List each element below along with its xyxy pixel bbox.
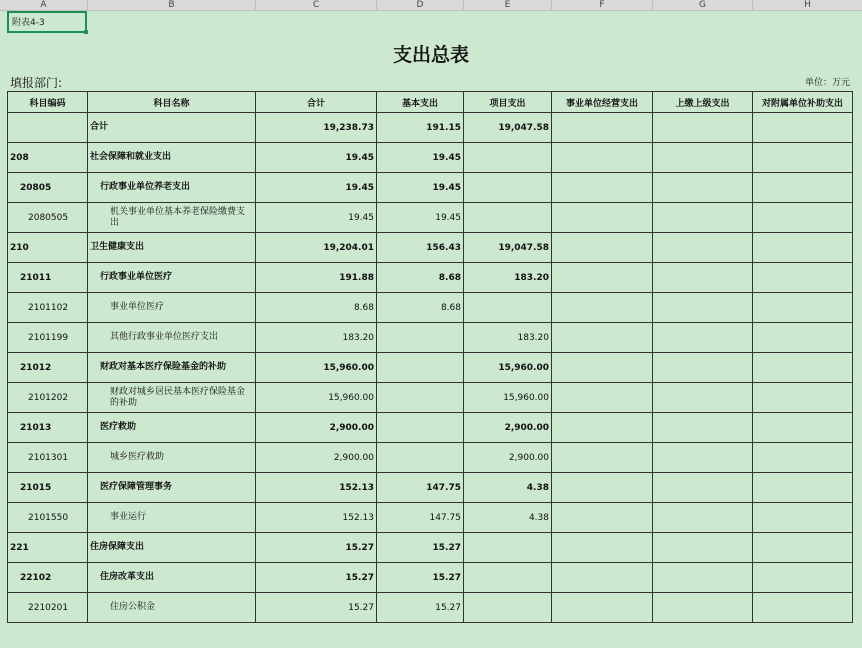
cell-remit[interactable] [653, 383, 753, 413]
cell-name[interactable]: 住房保障支出 [88, 533, 256, 563]
department-label: 填报部门: [10, 76, 63, 90]
cell-subsidy[interactable] [753, 503, 853, 533]
cell-subsidy[interactable] [753, 533, 853, 563]
column-header-e[interactable]: E [464, 0, 552, 10]
table-row [8, 353, 853, 383]
cell-code[interactable]: 2101550 [8, 503, 88, 533]
cell-total[interactable]: 15.27 [256, 563, 377, 593]
column-header-h[interactable]: H [804, 0, 811, 10]
column-header-c[interactable]: C [256, 0, 377, 10]
cell-name[interactable]: 医疗保障管理事务 [88, 473, 256, 503]
cell-code[interactable]: 21012 [8, 353, 88, 383]
cell-project[interactable] [464, 593, 552, 623]
cell-remit[interactable] [653, 413, 753, 443]
cell-project[interactable]: 2,900.00 [464, 443, 552, 473]
cell-business[interactable] [552, 353, 653, 383]
cell-business[interactable] [552, 263, 653, 293]
cell-basic[interactable]: 19.45 [377, 143, 464, 173]
cell-name[interactable]: 住房公积金 [88, 593, 256, 623]
table-row [8, 383, 853, 413]
cell-name[interactable]: 事业单位医疗 [88, 293, 256, 323]
cell-project[interactable] [464, 173, 552, 203]
cell-remit[interactable] [653, 593, 753, 623]
cell-code[interactable] [8, 113, 88, 143]
cell-remit[interactable] [653, 293, 753, 323]
cell-basic[interactable] [377, 443, 464, 473]
cell-basic[interactable]: 147.75 [377, 503, 464, 533]
cell-subsidy[interactable] [753, 263, 853, 293]
cell-remit[interactable] [653, 473, 753, 503]
cell-basic[interactable]: 8.68 [377, 293, 464, 323]
cell-business[interactable] [552, 413, 653, 443]
header-business[interactable]: 事业单位经营支出 [552, 92, 653, 113]
column-header-a[interactable]: A [0, 0, 88, 10]
cell-basic[interactable]: 19.45 [377, 203, 464, 233]
cell-basic[interactable] [377, 413, 464, 443]
cell-basic[interactable]: 8.68 [377, 263, 464, 293]
cell-total[interactable]: 15.27 [256, 533, 377, 563]
cell-subsidy[interactable] [753, 413, 853, 443]
cell-project[interactable]: 183.20 [464, 323, 552, 353]
expenditure-table [7, 91, 853, 623]
cell-name[interactable]: 行政事业单位养老支出 [88, 173, 256, 203]
cell-name[interactable]: 住房改革支出 [88, 563, 256, 593]
cell-basic[interactable] [377, 353, 464, 383]
cell-total[interactable]: 183.20 [256, 323, 377, 353]
column-header-d[interactable]: D [377, 0, 464, 10]
cell-business[interactable] [552, 233, 653, 263]
cell-business[interactable] [552, 173, 653, 203]
cell-subsidy[interactable] [753, 113, 853, 143]
cell-code[interactable]: 21013 [8, 413, 88, 443]
table-row [8, 233, 853, 263]
cell-name[interactable]: 卫生健康支出 [88, 233, 256, 263]
table-row [8, 533, 853, 563]
cell-project[interactable]: 4.38 [464, 473, 552, 503]
table-row [8, 173, 853, 203]
cell-business[interactable] [552, 203, 653, 233]
table-row [8, 263, 853, 293]
cell-business[interactable] [552, 503, 653, 533]
cell-business[interactable] [552, 113, 653, 143]
cell-business[interactable] [552, 323, 653, 353]
cell-business[interactable] [552, 383, 653, 413]
cell-subsidy[interactable] [753, 323, 853, 353]
cell-total[interactable]: 8.68 [256, 293, 377, 323]
cell-name[interactable]: 合计 [88, 113, 256, 143]
cell-name[interactable]: 其他行政事业单位医疗支出 [88, 323, 256, 353]
cell-code[interactable]: 21011 [8, 263, 88, 293]
fill-handle[interactable] [84, 30, 88, 34]
table-row [8, 503, 853, 533]
cell-remit[interactable] [653, 353, 753, 383]
cell-basic[interactable]: 15.27 [377, 563, 464, 593]
cell-project[interactable]: 19,047.58 [464, 233, 552, 263]
cell-business[interactable] [552, 443, 653, 473]
cell-total[interactable]: 19,204.01 [256, 233, 377, 263]
cell-total[interactable]: 191.88 [256, 263, 377, 293]
cell-project[interactable]: 2,900.00 [464, 413, 552, 443]
cell-business[interactable] [552, 293, 653, 323]
cell-remit[interactable] [653, 113, 753, 143]
header-project[interactable]: 项目支出 [464, 92, 552, 113]
cell-subsidy[interactable] [753, 233, 853, 263]
cell-subsidy[interactable] [753, 563, 853, 593]
cell-basic[interactable]: 147.75 [377, 473, 464, 503]
table-row [8, 563, 853, 593]
cell-basic[interactable] [377, 323, 464, 353]
cell-name[interactable]: 社会保障和就业支出 [88, 143, 256, 173]
cell-project[interactable] [464, 293, 552, 323]
cell-subsidy[interactable] [753, 383, 853, 413]
cell-name[interactable]: 行政事业单位医疗 [88, 263, 256, 293]
cell-project[interactable]: 4.38 [464, 503, 552, 533]
cell-project[interactable] [464, 563, 552, 593]
table-header-row [8, 92, 853, 113]
table-row [8, 413, 853, 443]
cell-code[interactable]: 21015 [8, 473, 88, 503]
cell-project[interactable]: 183.20 [464, 263, 552, 293]
cell-code[interactable]: 221 [8, 533, 88, 563]
cell-basic[interactable]: 191.15 [377, 113, 464, 143]
column-header-f[interactable]: F [552, 0, 653, 10]
table-row [8, 113, 853, 143]
cell-code[interactable]: 2101202 [8, 383, 88, 413]
cell-remit[interactable] [653, 503, 753, 533]
table-row [8, 473, 853, 503]
table-row [8, 593, 853, 623]
column-header-b[interactable]: B [88, 0, 256, 10]
cell-remit[interactable] [653, 233, 753, 263]
cell-name[interactable]: 城乡医疗救助 [88, 443, 256, 473]
cell-project[interactable] [464, 143, 552, 173]
cell-total[interactable]: 19.45 [256, 143, 377, 173]
cell-total[interactable]: 2,900.00 [256, 413, 377, 443]
cell-subsidy[interactable] [753, 293, 853, 323]
cell-total[interactable]: 19.45 [256, 173, 377, 203]
cell-business[interactable] [552, 593, 653, 623]
cell-code[interactable]: 2101301 [8, 443, 88, 473]
cell-remit[interactable] [653, 203, 753, 233]
header-total[interactable]: 合计 [256, 92, 377, 113]
cell-code[interactable]: 2101199 [8, 323, 88, 353]
cell-project[interactable] [464, 533, 552, 563]
table-row [8, 443, 853, 473]
cell-total[interactable]: 15.27 [256, 593, 377, 623]
cell-basic[interactable]: 15.27 [377, 593, 464, 623]
cell-remit[interactable] [653, 563, 753, 593]
cell-a1-text: 附表4-3 [12, 18, 45, 28]
header-remit[interactable]: 上缴上级支出 [653, 92, 753, 113]
cell-basic[interactable]: 19.45 [377, 173, 464, 203]
cell-project[interactable]: 15,960.00 [464, 383, 552, 413]
cell-project[interactable]: 15,960.00 [464, 353, 552, 383]
page-title: 支出总表 [392, 44, 469, 66]
table-row [8, 203, 853, 233]
cell-subsidy[interactable] [753, 143, 853, 173]
cell-total[interactable]: 15,960.00 [256, 353, 377, 383]
cell-code[interactable]: 22102 [8, 563, 88, 593]
cell-project[interactable] [464, 203, 552, 233]
table-row [8, 293, 853, 323]
table-row [8, 323, 853, 353]
cell-total[interactable]: 15,960.00 [256, 383, 377, 413]
cell-remit[interactable] [653, 533, 753, 563]
cell-code[interactable]: 210 [8, 233, 88, 263]
cell-subsidy[interactable] [753, 443, 853, 473]
cell-total[interactable]: 152.13 [256, 503, 377, 533]
cell-remit[interactable] [653, 143, 753, 173]
cell-code[interactable]: 2080505 [8, 203, 88, 233]
table-row [8, 143, 853, 173]
cell-total[interactable]: 2,900.00 [256, 443, 377, 473]
cell-business[interactable] [552, 533, 653, 563]
cell-name[interactable]: 事业运行 [88, 503, 256, 533]
cell-subsidy[interactable] [753, 353, 853, 383]
cell-remit[interactable] [653, 443, 753, 473]
selected-cell-a1[interactable] [7, 11, 87, 33]
cell-total[interactable]: 19,238.73 [256, 113, 377, 143]
header-code[interactable]: 科目编码 [8, 92, 88, 113]
table-body [8, 113, 853, 623]
cell-code[interactable]: 208 [8, 143, 88, 173]
cell-project[interactable]: 19,047.58 [464, 113, 552, 143]
cell-basic[interactable]: 156.43 [377, 233, 464, 263]
cell-business[interactable] [552, 473, 653, 503]
column-header-g[interactable]: G [653, 0, 753, 10]
cell-total[interactable]: 152.13 [256, 473, 377, 503]
cell-basic[interactable]: 15.27 [377, 533, 464, 563]
header-subsidy[interactable]: 对附属单位补助支出 [753, 92, 853, 113]
cell-name[interactable]: 医疗救助 [88, 413, 256, 443]
header-name[interactable]: 科目名称 [88, 92, 256, 113]
cell-remit[interactable] [653, 173, 753, 203]
cell-subsidy[interactable] [753, 593, 853, 623]
cell-name[interactable]: 机关事业单位基本养老保险缴费支出 [88, 203, 256, 233]
cell-code[interactable]: 2101102 [8, 293, 88, 323]
cell-name[interactable]: 财政对基本医疗保险基金的补助 [88, 353, 256, 383]
unit-label: 单位：万元 [804, 78, 850, 88]
cell-subsidy[interactable] [753, 173, 853, 203]
column-header-bar [0, 0, 862, 11]
cell-basic[interactable] [377, 383, 464, 413]
header-basic[interactable]: 基本支出 [377, 92, 464, 113]
cell-total[interactable]: 19.45 [256, 203, 377, 233]
cell-subsidy[interactable] [753, 203, 853, 233]
cell-business[interactable] [552, 563, 653, 593]
cell-code[interactable]: 20805 [8, 173, 88, 203]
cell-remit[interactable] [653, 263, 753, 293]
cell-remit[interactable] [653, 323, 753, 353]
cell-subsidy[interactable] [753, 473, 853, 503]
cell-name[interactable]: 财政对城乡居民基本医疗保险基金的补助 [88, 383, 256, 413]
cell-business[interactable] [552, 143, 653, 173]
cell-code[interactable]: 2210201 [8, 593, 88, 623]
